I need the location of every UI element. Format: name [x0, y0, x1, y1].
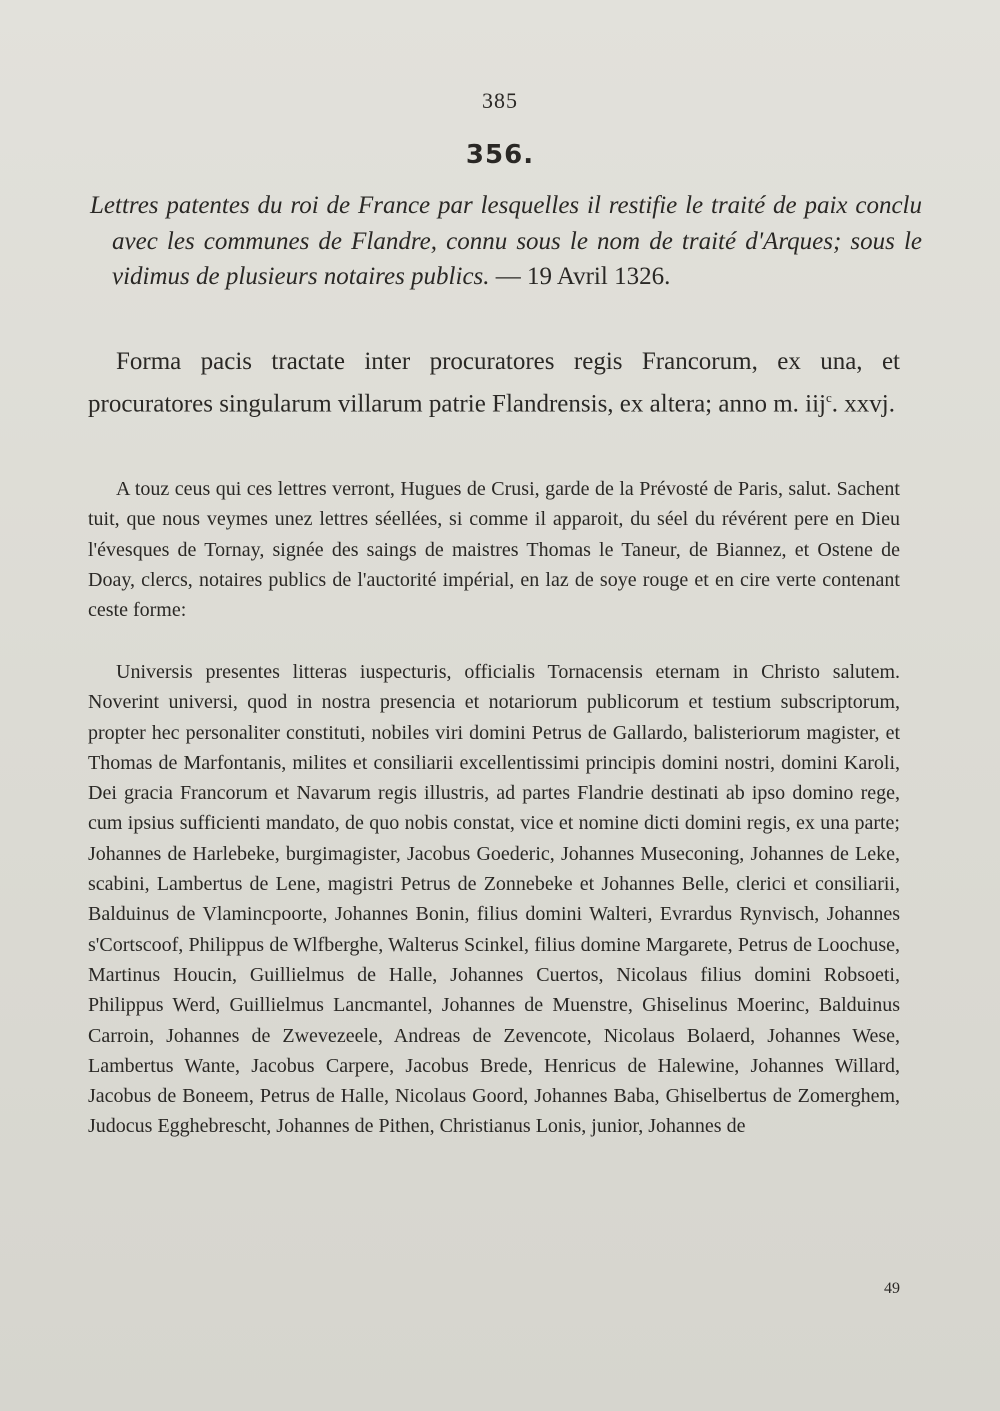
- paragraph-french: A touz ceus qui ces lettres verront, Hugues de Crusi, garde de la Prévosté de Paris, salut. Sachent tuit, que nous veymes unez lettres séellées, si comme il apparoit, du séel du révérent pere en Dieu l'évesques de Tornay, signée des saings de maistres Thomas le Taneur, de Biannez, et Ostene de Doay, clercs, notaires publics de l'auctorité impérial, en laz de soye rouge et en cire verte contenant ceste forme:: [88, 478, 900, 622]
- heading-italic-text: Lettres patentes du roi de France par lesquelles il restifie le traité de paix conclu avec les communes de Flandre, connu sous le nom de traité d'Arques; sous le vidimus de plusieurs notaires publics.: [90, 192, 922, 290]
- document-number: 356.: [465, 140, 535, 170]
- heading-date: — 19 Avril 1326.: [495, 263, 671, 290]
- summary-text-end: . xxvj.: [831, 390, 895, 418]
- document-heading: [90, 188, 922, 295]
- summary-superscript: c: [826, 390, 832, 405]
- signature-mark: 49: [884, 1280, 900, 1297]
- paragraph-latin: Universis presentes litteras iuspecturis, officialis Tornacensis eternam in Christo salutem. Noverint universi, quod in nostra presencia et notariorum publicorum et testium subscriptorum, propter hec personaliter constituti, nobiles viri domini Petrus de Gallardo, balisteriorum magister, et Thomas de Marfontanis, milites et consiliarii excellentissimi principis domini nostri, domini Karoli, Dei gracia Francorum et Navarum regis illustris, ad partes Flandrie destinati ab ipso domino rege, cum ipsius sufficienti mandato, de quo nobis constat, vice et nomine dicti domini regis, ex una parte; Johannes de Harlebeke, burgimagister, Jacobus Goederic, Johannes Museconing, Johannes de Leke, scabini, Lambertus de Lene, magistri Petrus de Zonnebeke et Johannes Belle, clerici et consiliarii, Balduinus de Vlamincpoorte, Johannes Bonin, filius domini Walteri, Evrardus Rynvisch, Johannes s'Cortscoof, Philippus de Wlfberghe, Walterus Scinkel, filius domine Margarete, Petrus de Loochuse, Martinus Houcin, Guillielmus de Halle, Johannes Cuertos, Nicolaus filius domini Robsoeti, Philippus Werd, Guillielmus Lancmantel, Johannes de Muenstre, Ghiselinus Moerinc, Balduinus Carroin, Johannes de Zwevezeele, Andreas de Zevencote, Nicolaus Bolaerd, Johannes Wese, Lambertus Wante, Jacobus Carpere, Jacobus Brede, Henricus de Halewine, Johannes Willard, Jacobus de Boneem, Petrus de Halle, Nicolaus Goord, Johannes Baba, Ghiselbertus de Zomerghem, Judocus Egghebrescht, Johannes de Pithen, Christianus Lonis, junior, Johannes de: [88, 661, 900, 1138]
- summary-text: Forma pacis tractate inter procuratores regis Francorum, ex una, et procuratores singularum villarum patrie Flandrensis, ex altera; anno m. iij: [88, 348, 900, 418]
- page-number: 385: [482, 88, 518, 113]
- latin-summary: [88, 344, 900, 422]
